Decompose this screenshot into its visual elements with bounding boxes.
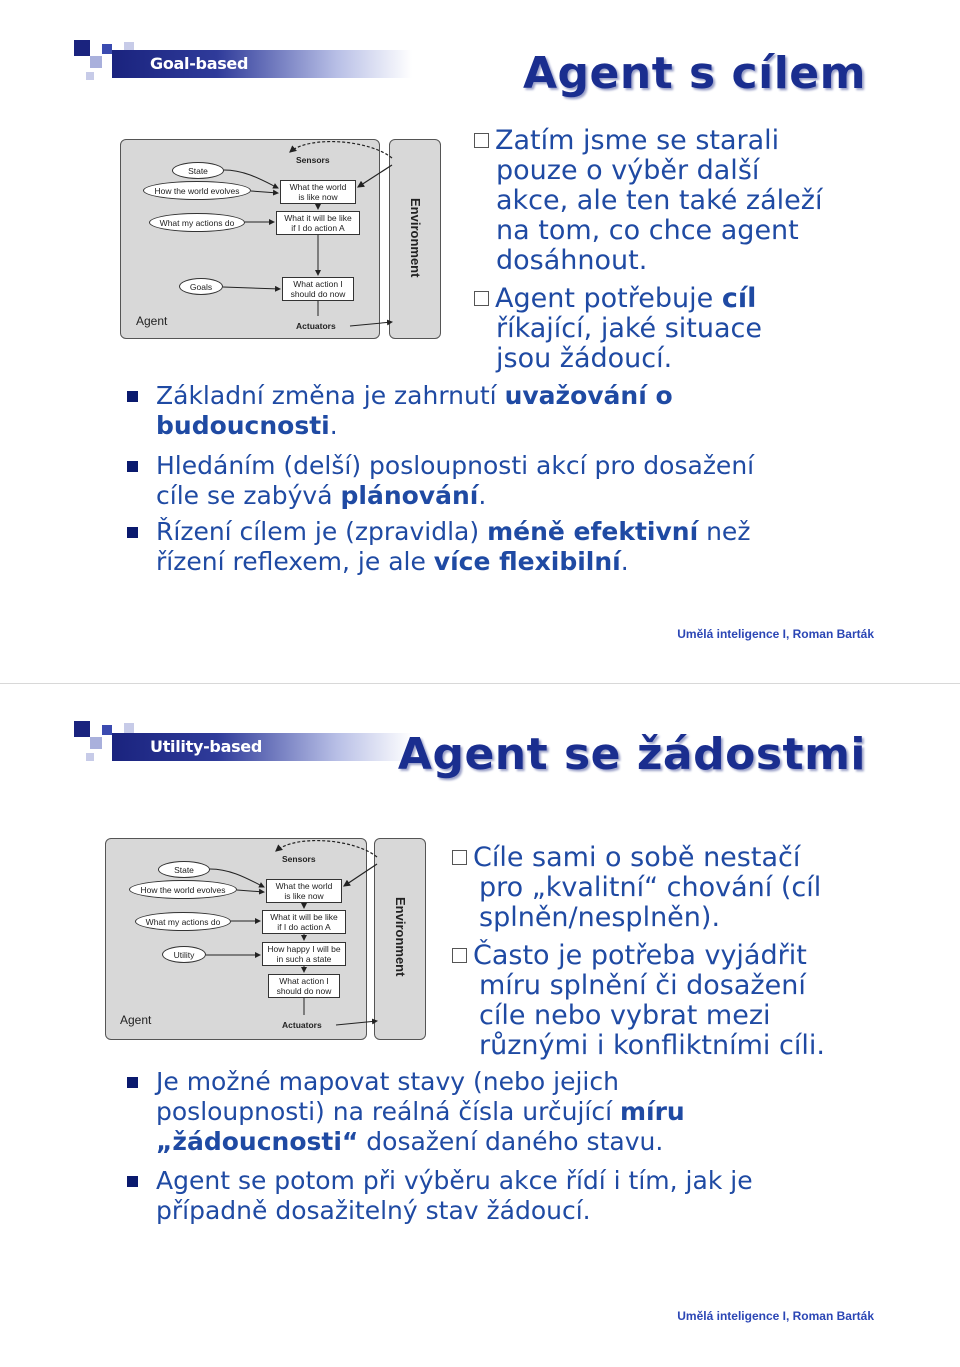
- hollow-square-icon: [452, 948, 467, 963]
- slide-title: Agent s cílem: [522, 48, 866, 99]
- square-bullet-icon: [127, 461, 138, 472]
- slide-utility-based: [0, 683, 960, 1367]
- what-if-line1: What it will be like: [270, 912, 338, 922]
- bullet-2: [156, 451, 754, 511]
- agent-label: Agent: [120, 1013, 152, 1027]
- environment-label: Environment: [393, 897, 408, 977]
- b2-text-c: plánování: [340, 481, 479, 510]
- sub2-line1: Často je potřeba vyjádřit: [473, 940, 807, 971]
- b2-line1: Hledáním (delší) posloupnosti akcí pro dosažení: [156, 451, 755, 480]
- b1-text-a: Základní změna je zahrnutí: [156, 381, 505, 410]
- world-now-line2: is like now: [298, 192, 338, 202]
- slide-goal-based: [0, 0, 960, 683]
- hollow-square-icon: [474, 291, 489, 306]
- sub1-line2: pouze o výběr další: [496, 155, 760, 186]
- sub1-line1: Cíle sami o sobě nestačí: [473, 842, 801, 873]
- bullet-2: [156, 1166, 753, 1226]
- sensors-label: Sensors: [282, 854, 316, 864]
- bullet-1: [156, 381, 673, 441]
- bullet-3: [156, 517, 750, 577]
- what-action-line1: What action I: [279, 976, 329, 986]
- actuators-label: Actuators: [296, 321, 336, 331]
- sub2-text-a: Agent potřebuje: [495, 283, 722, 314]
- sub-bullet-2: [452, 941, 825, 1061]
- b2-text-d: .: [478, 481, 487, 510]
- sub1-line2: pro „kvalitní“ chování (cíl: [479, 872, 822, 903]
- sub1-line3: splněn/nesplněn).: [479, 902, 721, 933]
- how-world-evolves-text: How the world evolves: [140, 884, 226, 895]
- sub-bullet-1: [474, 126, 822, 276]
- sub2-line3: cíle nebo vybrat mezi: [479, 1000, 771, 1031]
- what-action-line2: should do now: [276, 986, 332, 996]
- b3-text-d: řízení reflexem, je ale: [156, 547, 434, 576]
- sub-bullet-2: [474, 284, 762, 374]
- square-bullet-icon: [127, 1176, 138, 1187]
- sub1-line3: akce, ale ten také záleží: [496, 185, 823, 216]
- sub-bullet-1: [452, 843, 821, 933]
- b3-text-c: než: [698, 517, 751, 546]
- state-text: State: [188, 165, 208, 176]
- what-if-line2: if I do action A: [291, 223, 345, 233]
- utility-text: Utility: [173, 949, 195, 960]
- environment-label: Environment: [408, 198, 423, 278]
- footer: Umělá inteligence I, Roman Barták: [677, 1309, 874, 1323]
- b1-text-c: budoucnosti: [156, 411, 330, 440]
- what-if-line1: What it will be like: [284, 213, 352, 223]
- what-if-line2: if I do action A: [277, 922, 331, 932]
- b3-text-e: více flexibilní: [433, 547, 621, 576]
- world-now-line1: What the world: [275, 881, 333, 891]
- b2-line1: Agent se potom při výběru akce řídí i tím, jak je: [156, 1166, 753, 1195]
- b1-text-d: „žádoucnosti“: [156, 1127, 359, 1156]
- sub2-line2: říkající, jaké situace: [496, 313, 763, 344]
- b1-text-b: uvažování o: [504, 381, 673, 410]
- sub2-line3: jsou žádoucí.: [496, 343, 673, 374]
- slide-title: Agent se žádostmi: [397, 729, 866, 780]
- sub2-line4: různými i konfliktními cíli.: [479, 1030, 825, 1061]
- how-happy-line2: in such a state: [276, 954, 332, 964]
- what-action-line1: What action I: [293, 279, 343, 289]
- square-bullet-icon: [127, 391, 138, 402]
- how-world-evolves-text: How the world evolves: [154, 185, 240, 196]
- b1-text-e: dosažení daného stavu.: [358, 1127, 664, 1156]
- what-action-line2: should do now: [290, 289, 346, 299]
- b2-text-b: cíle se zabývá: [156, 481, 341, 510]
- hollow-square-icon: [452, 850, 467, 865]
- world-now-line2: is like now: [284, 891, 324, 901]
- sub2-keyword: cíl: [721, 283, 757, 314]
- agent-label: Agent: [136, 314, 168, 328]
- b2-line2: případně dosažitelný stav žádoucí.: [156, 1196, 591, 1225]
- b3-text-f: .: [620, 547, 629, 576]
- sub1-line1: Zatím jsme se starali: [495, 125, 780, 156]
- b3-text-b: méně efektivní: [487, 517, 699, 546]
- bullet-1: [156, 1067, 685, 1157]
- sub1-line4: na tom, co chce agent: [496, 215, 799, 246]
- goals-text: Goals: [189, 281, 213, 292]
- state-text: State: [174, 864, 194, 875]
- section-label: Utility-based: [150, 737, 262, 756]
- b1-text-d: .: [329, 411, 338, 440]
- actuators-label: Actuators: [282, 1020, 322, 1030]
- footer: Umělá inteligence I, Roman Barták: [677, 627, 874, 641]
- square-bullet-icon: [127, 527, 138, 538]
- world-now-line1: What the world: [289, 182, 347, 192]
- square-bullet-icon: [127, 1077, 138, 1088]
- how-happy-line1: How happy I will be: [267, 944, 341, 954]
- b1-text-c: míru: [619, 1097, 685, 1126]
- hollow-square-icon: [474, 133, 489, 148]
- what-my-actions-do-text: What my actions do: [145, 916, 221, 927]
- section-label: Goal-based: [150, 54, 249, 73]
- what-my-actions-do-text: What my actions do: [159, 217, 235, 228]
- b3-text-a: Řízení cílem je (zpravidla): [156, 517, 488, 546]
- sensors-label: Sensors: [296, 155, 330, 165]
- sub1-line5: dosáhnout.: [496, 245, 648, 276]
- b1-text-b: posloupnosti) na reálná čísla určující: [156, 1097, 620, 1126]
- b1-line1: Je možné mapovat stavy (nebo jejich: [156, 1067, 619, 1096]
- sub2-line2: míru splnění či dosažení: [479, 970, 806, 1001]
